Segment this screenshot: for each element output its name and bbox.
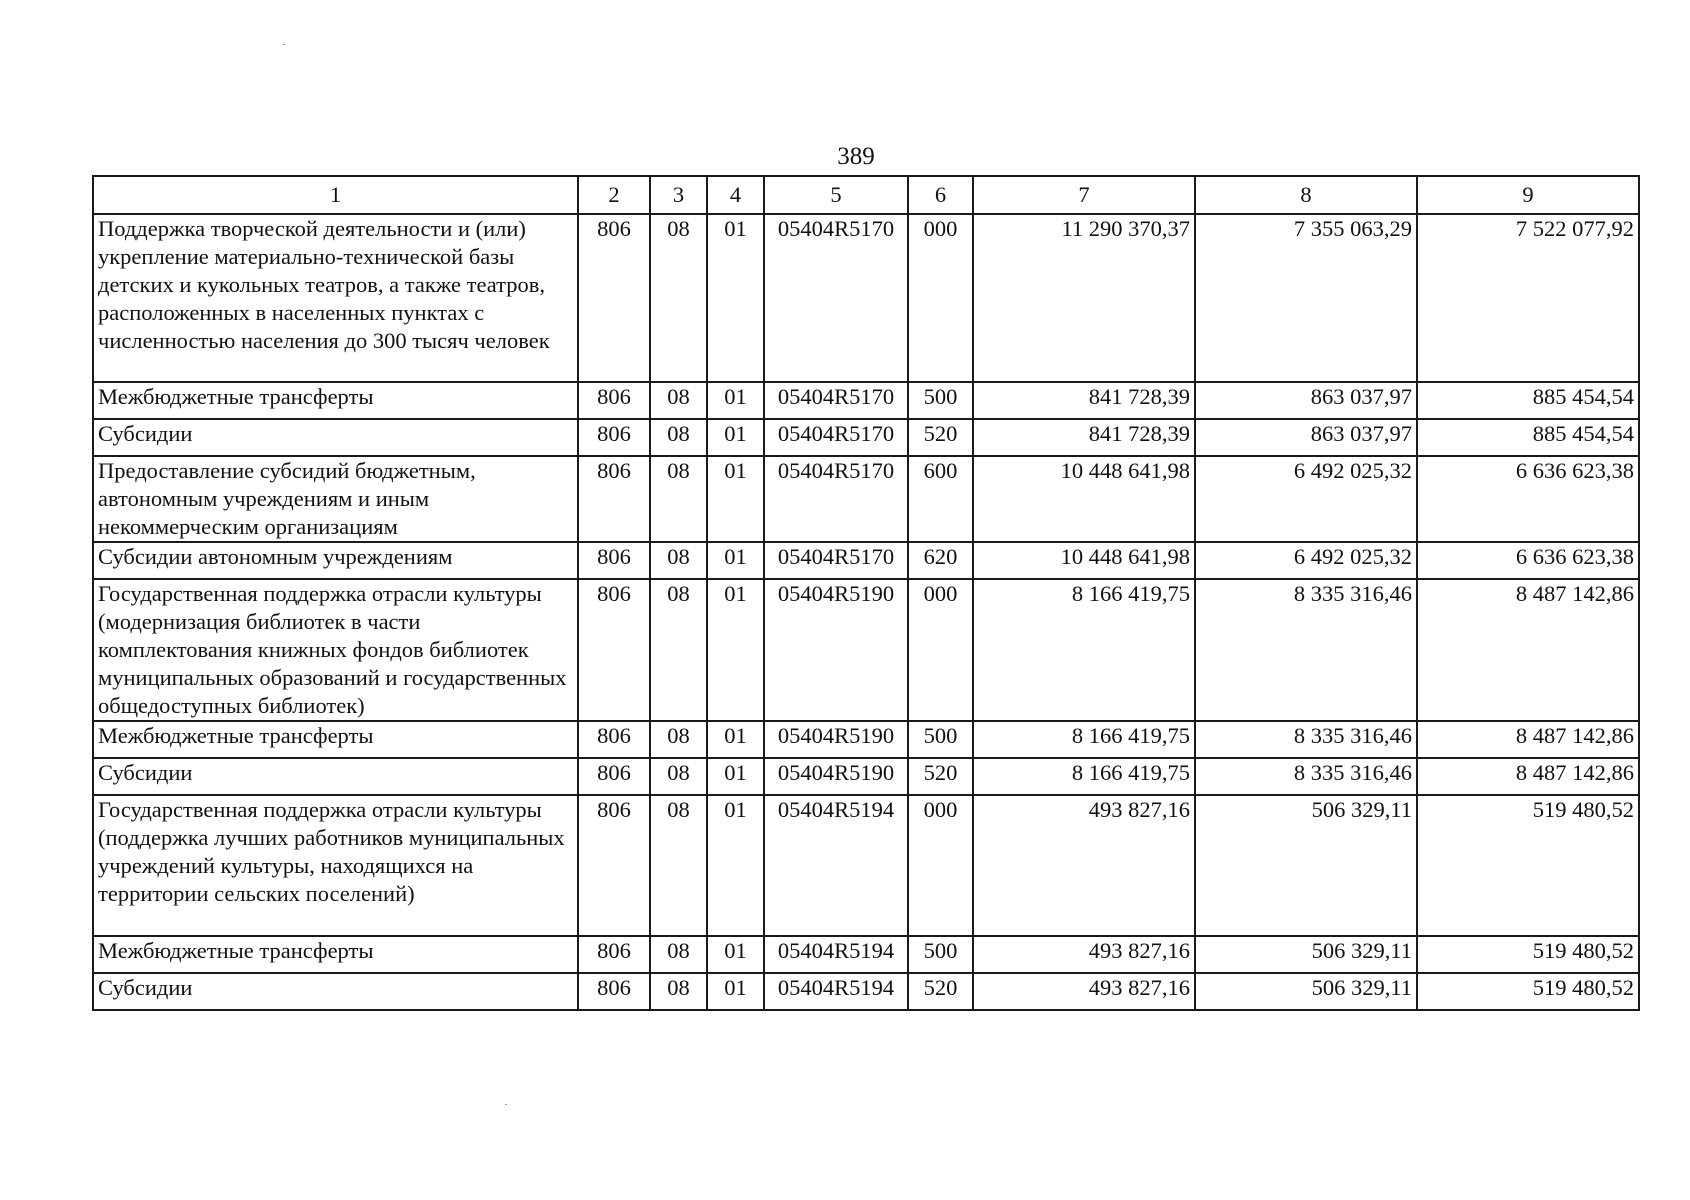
ministry-code: 806 — [578, 542, 650, 579]
page-number: 389 — [837, 143, 875, 170]
amount-col-8: 506 329,11 — [1195, 936, 1417, 973]
row-name: Межбюджетные трансферты — [93, 721, 578, 758]
amount-col-7: 8 166 419,75 — [973, 758, 1195, 795]
section-code: 08 — [650, 973, 707, 1010]
subsection-code: 01 — [707, 721, 764, 758]
amount-col-8: 863 037,97 — [1195, 419, 1417, 456]
subsection-code: 01 — [707, 758, 764, 795]
amount-col-9: 885 454,54 — [1417, 419, 1639, 456]
amount-col-8: 8 335 316,46 — [1195, 758, 1417, 795]
row-name: Субсидии — [93, 973, 578, 1010]
amount-col-7: 493 827,16 — [973, 973, 1195, 1010]
amount-col-7: 11 290 370,37 — [973, 214, 1195, 382]
ministry-code: 806 — [578, 721, 650, 758]
scan-speck — [505, 1104, 507, 1105]
amount-col-8: 506 329,11 — [1195, 973, 1417, 1010]
target-article-code: 05404R5194 — [764, 795, 908, 936]
table-row — [93, 936, 1639, 973]
table-row — [93, 382, 1639, 419]
expense-type-code: 520 — [908, 419, 973, 456]
header-cell-3: 3 — [650, 176, 707, 214]
section-code: 08 — [650, 579, 707, 721]
section-code: 08 — [650, 758, 707, 795]
ministry-code: 806 — [578, 382, 650, 419]
row-name: Государственная поддержка отрасли культуры (модернизация библиотек в части комплектования книжных фондов библиотек муниципальных образований и государственных общедоступных библиотек) — [93, 579, 578, 721]
amount-col-9: 6 636 623,38 — [1417, 456, 1639, 542]
table-row — [93, 419, 1639, 456]
header-cell-1: 1 — [93, 176, 578, 214]
expense-type-code: 500 — [908, 936, 973, 973]
expense-type-code: 000 — [908, 795, 973, 936]
amount-col-8: 863 037,97 — [1195, 382, 1417, 419]
ministry-code: 806 — [578, 419, 650, 456]
target-article-code: 05404R5190 — [764, 721, 908, 758]
amount-col-9: 8 487 142,86 — [1417, 579, 1639, 721]
header-cell-4: 4 — [707, 176, 764, 214]
header-cell-7: 7 — [973, 176, 1195, 214]
row-name: Поддержка творческой деятельности и (или) укрепление материально-технической базы детских и кукольных театров, а также театров, расположенных в населенных пунктах с численностью населения до 300 тысяч человек — [93, 214, 578, 382]
subsection-code: 01 — [707, 214, 764, 382]
section-code: 08 — [650, 456, 707, 542]
subsection-code: 01 — [707, 795, 764, 936]
subsection-code: 01 — [707, 419, 764, 456]
amount-col-7: 493 827,16 — [973, 936, 1195, 973]
table-row — [93, 973, 1639, 1010]
row-name: Межбюджетные трансферты — [93, 936, 578, 973]
row-name: Государственная поддержка отрасли культуры (поддержка лучших работников муниципальных учреждений культуры, находящихся на территории сельских поселений) — [93, 795, 578, 936]
target-article-code: 05404R5194 — [764, 973, 908, 1010]
section-code: 08 — [650, 382, 707, 419]
ministry-code: 806 — [578, 795, 650, 936]
amount-col-9: 6 636 623,38 — [1417, 542, 1639, 579]
amount-col-9: 8 487 142,86 — [1417, 721, 1639, 758]
expense-type-code: 520 — [908, 973, 973, 1010]
amount-col-7: 841 728,39 — [973, 382, 1195, 419]
table-header-row — [93, 176, 1639, 214]
subsection-code: 01 — [707, 579, 764, 721]
amount-col-9: 519 480,52 — [1417, 973, 1639, 1010]
amount-col-7: 841 728,39 — [973, 419, 1195, 456]
header-cell-9: 9 — [1417, 176, 1639, 214]
target-article-code: 05404R5190 — [764, 579, 908, 721]
expense-type-code: 500 — [908, 721, 973, 758]
expense-type-code: 600 — [908, 456, 973, 542]
row-name: Субсидии автономным учреждениям — [93, 542, 578, 579]
amount-col-8: 8 335 316,46 — [1195, 579, 1417, 721]
subsection-code: 01 — [707, 973, 764, 1010]
target-article-code: 05404R5170 — [764, 419, 908, 456]
table-row — [93, 456, 1639, 542]
expense-type-code: 620 — [908, 542, 973, 579]
row-name: Субсидии — [93, 758, 578, 795]
amount-col-7: 10 448 641,98 — [973, 456, 1195, 542]
row-name: Субсидии — [93, 419, 578, 456]
table-row — [93, 721, 1639, 758]
ministry-code: 806 — [578, 936, 650, 973]
amount-col-7: 8 166 419,75 — [973, 721, 1195, 758]
budget-table — [92, 175, 1640, 1011]
expense-type-code: 000 — [908, 214, 973, 382]
target-article-code: 05404R5194 — [764, 936, 908, 973]
amount-col-7: 10 448 641,98 — [973, 542, 1195, 579]
table-row — [93, 214, 1639, 382]
subsection-code: 01 — [707, 542, 764, 579]
subsection-code: 01 — [707, 456, 764, 542]
section-code: 08 — [650, 721, 707, 758]
amount-col-7: 8 166 419,75 — [973, 579, 1195, 721]
target-article-code: 05404R5170 — [764, 456, 908, 542]
section-code: 08 — [650, 936, 707, 973]
ministry-code: 806 — [578, 214, 650, 382]
amount-col-9: 7 522 077,92 — [1417, 214, 1639, 382]
section-code: 08 — [650, 419, 707, 456]
amount-col-9: 519 480,52 — [1417, 936, 1639, 973]
expense-type-code: 520 — [908, 758, 973, 795]
table-row — [93, 758, 1639, 795]
expense-type-code: 000 — [908, 579, 973, 721]
section-code: 08 — [650, 795, 707, 936]
amount-col-8: 6 492 025,32 — [1195, 542, 1417, 579]
header-cell-6: 6 — [908, 176, 973, 214]
header-cell-5: 5 — [764, 176, 908, 214]
row-name: Предоставление субсидий бюджетным, автономным учреждениям и иным некоммерческим организациям — [93, 456, 578, 542]
amount-col-9: 519 480,52 — [1417, 795, 1639, 936]
target-article-code: 05404R5170 — [764, 382, 908, 419]
ministry-code: 806 — [578, 456, 650, 542]
row-name: Межбюджетные трансферты — [93, 382, 578, 419]
amount-col-9: 885 454,54 — [1417, 382, 1639, 419]
subsection-code: 01 — [707, 936, 764, 973]
table-row — [93, 542, 1639, 579]
subsection-code: 01 — [707, 382, 764, 419]
ministry-code: 806 — [578, 758, 650, 795]
amount-col-8: 7 355 063,29 — [1195, 214, 1417, 382]
amount-col-8: 506 329,11 — [1195, 795, 1417, 936]
target-article-code: 05404R5170 — [764, 214, 908, 382]
amount-col-8: 6 492 025,32 — [1195, 456, 1417, 542]
ministry-code: 806 — [578, 579, 650, 721]
header-cell-8: 8 — [1195, 176, 1417, 214]
amount-col-7: 493 827,16 — [973, 795, 1195, 936]
scan-speck — [283, 44, 285, 45]
amount-col-8: 8 335 316,46 — [1195, 721, 1417, 758]
header-cell-2: 2 — [578, 176, 650, 214]
section-code: 08 — [650, 542, 707, 579]
amount-col-9: 8 487 142,86 — [1417, 758, 1639, 795]
ministry-code: 806 — [578, 973, 650, 1010]
target-article-code: 05404R5170 — [764, 542, 908, 579]
target-article-code: 05404R5190 — [764, 758, 908, 795]
expense-type-code: 500 — [908, 382, 973, 419]
table-row — [93, 579, 1639, 721]
section-code: 08 — [650, 214, 707, 382]
table-row — [93, 795, 1639, 936]
